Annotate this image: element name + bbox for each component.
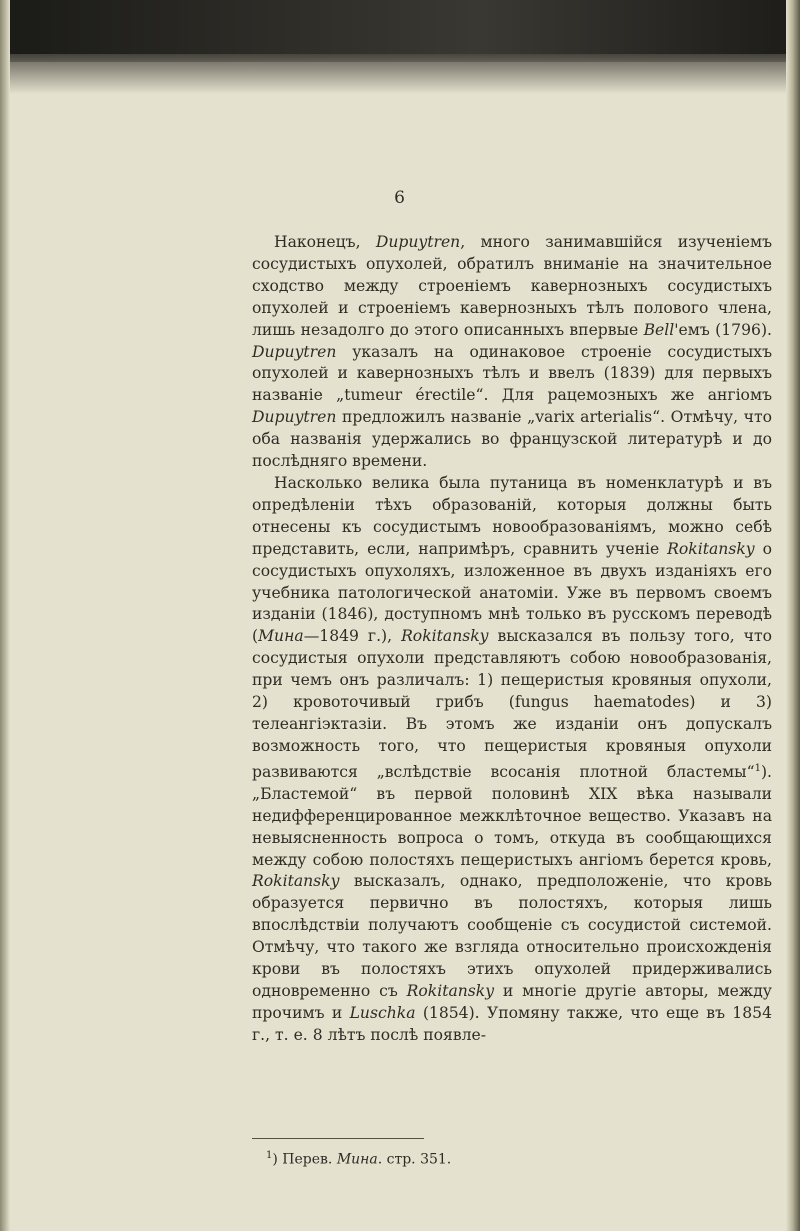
text-run: ) Перев. bbox=[272, 1151, 337, 1168]
text-run: ). „Бластемой“ въ первой половинѣ XIX вѣка называли недифференцированное межклѣточное вещество. Указавъ на невыясненность вопроса о томъ, откуда въ сообщающихся между собою полостяхъ пещеристыхъ ангіомъ берется кровь, bbox=[252, 762, 772, 869]
italic-name: Rokitansky bbox=[667, 539, 755, 558]
italic-name: Dupuytren bbox=[375, 233, 461, 251]
italic-name: Rokitansky bbox=[252, 872, 340, 891]
footnote-marker: 1 bbox=[754, 762, 761, 774]
italic-name: Мина bbox=[336, 1151, 378, 1168]
text-run: Наконецъ, bbox=[274, 233, 376, 251]
text-run: высказался въ пользу того, что сосудистыя опухоли представляютъ собою новообразованія, при чемъ онъ различалъ: 1) пещеристыя кровяныя опухоли, 2) кровоточивый грибъ (fungus haematodes) и 3) телеангіэктазіи. Въ этомъ же изданіи онъ допускалъ возможность того, что пещеристыя кровяныя опухоли развиваются „вслѣдствіе всосанія плотной бластемы“ bbox=[252, 627, 772, 781]
italic-name: Bell bbox=[643, 320, 675, 339]
text-run: указалъ на одинаковое строеніе сосудистыхъ опухолей и кавернозныхъ тѣлъ и ввелъ (1839) для первыхъ названіе „tumeur érectile“. Для рацемозныхъ же ангіомъ bbox=[252, 342, 772, 405]
text-run: 'емъ (1796). bbox=[674, 320, 772, 339]
text-run: и многіе другіе авторы, между прочимъ и bbox=[252, 982, 772, 1022]
paragraph-1 bbox=[252, 232, 772, 473]
body-text bbox=[252, 232, 772, 1047]
italic-name: Мина bbox=[258, 627, 304, 646]
italic-name: Dupuytren bbox=[252, 408, 337, 427]
italic-name: Dupuytren bbox=[252, 342, 337, 361]
text-run: Насколько велика была путаница въ номенклатурѣ и въ опредѣленіи тѣхъ образованій, которыя должны быть отнесены къ сосудистымъ новообразованіямъ, можно себѣ представить, если, напримѣръ, сравнить ученіе bbox=[252, 473, 772, 558]
footnote-marker: 1 bbox=[266, 1150, 273, 1161]
footnote-divider bbox=[252, 1138, 424, 1139]
italic-name: Luschka bbox=[349, 1003, 416, 1022]
text-run: (1854). Упомяну также, что еще въ 1854 г., т. е. 8 лѣтъ послѣ появле- bbox=[252, 1003, 772, 1044]
text-run: предложилъ названіе „varix arterialis“. Отмѣчу, что оба названія удержались во французской литературѣ и до послѣдняго времени. bbox=[252, 408, 772, 471]
italic-name: Rokitansky bbox=[401, 627, 489, 646]
paragraph-2 bbox=[252, 473, 772, 1047]
italic-name: Rokitansky bbox=[406, 982, 495, 1000]
text-run: . стр. 351. bbox=[377, 1151, 452, 1168]
text-run: высказалъ, однако, предположеніе, что кровь образуется первично въ полостяхъ, которыя лишь впослѣдствіи получаютъ сообщеніе съ сосудистой системой. Отмѣчу, что такого же взгляда относительно происхожденія крови въ полостяхъ этихъ опухолей придерживались одновременно съ bbox=[252, 872, 772, 1000]
text-run: о сосудистыхъ опухоляхъ, изложенное въ двухъ изданіяхъ его учебника патологической анатоміи. Уже въ первомъ своемъ изданіи (1846), доступномъ мнѣ только въ русскомъ переводѣ ( bbox=[252, 539, 772, 646]
page-number: 6 bbox=[394, 188, 406, 208]
text-run: , много занимавшійся изученіемъ сосудистыхъ опухолей, обратилъ вниманіе на значительное сходство между строеніемъ кавернозныхъ сосудистыхъ опухолей и строеніемъ кавернозныхъ тѣлъ полового члена, лишь незадолго до этого описанныхъ впервые bbox=[252, 233, 773, 339]
text-run: —1849 г.), bbox=[303, 627, 402, 646]
footnote bbox=[266, 1150, 766, 1168]
